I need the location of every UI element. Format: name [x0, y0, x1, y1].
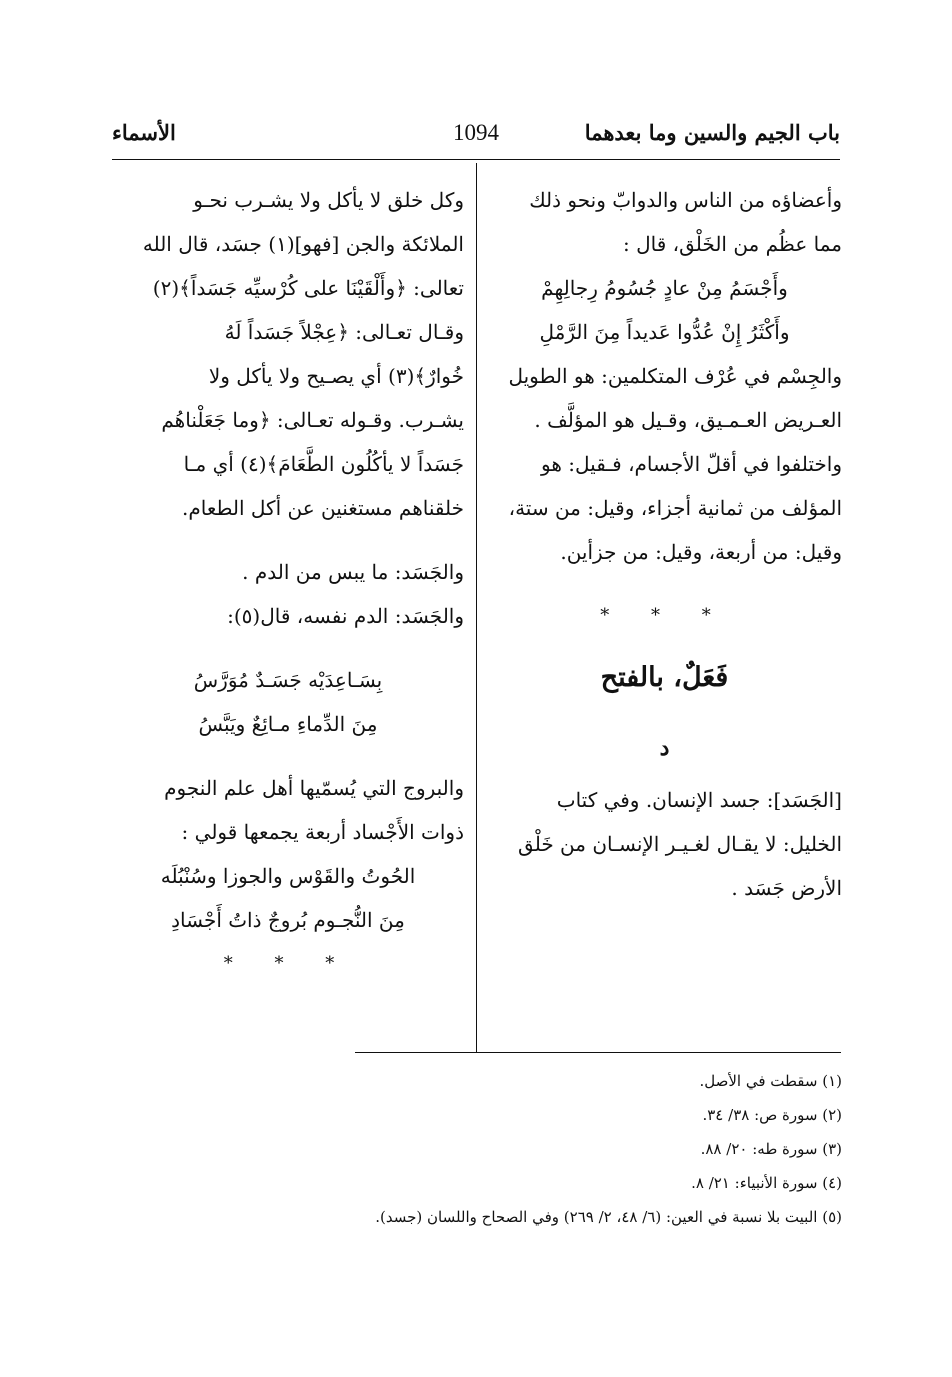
- entry-line: الأرض جَسَد .: [731, 876, 842, 900]
- verse-line: مِنَ الدِّماءِ مـائِعٌ ويَبَّسُ: [198, 712, 378, 736]
- text-line: ذوات الأَجْساد أربعة يجمعها قولي :: [181, 820, 464, 844]
- footnotes: [222, 1064, 842, 1234]
- text-line: والبروج التي يُسمّيها أهل علم النجوم: [164, 776, 464, 800]
- text-line: خلقناهم مستغنين عن أكل الطعام.: [182, 496, 464, 520]
- text-line: يشـرب. وقـوله تعـالى: ﴿وما جَعَلْناهُم: [161, 408, 464, 432]
- section-separator: * * *: [600, 605, 729, 626]
- verse-line: وأَكْثَرُ إِنْ عُدُّوا عَديداً مِنَ الرَّمْلِ: [539, 320, 790, 344]
- footnote: (٥) البيت بلا نسبة في العين: (٦/ ٤٨، ٢/ ٢٦٩) وفي الصحاح واللسان (جسد).: [375, 1208, 842, 1226]
- footnote: (٢) سورة ص: ٣٨/ ٣٤.: [702, 1106, 842, 1124]
- section-separator: * * *: [223, 953, 353, 974]
- verse-line: مِنَ النُّجـوم بُروجٌ ذاتُ أَجْسَادِ: [171, 908, 405, 932]
- text-line: المؤلف من ثمانية أجزاء، وقيل: من ستة،: [508, 496, 842, 520]
- definition-line: والجَسَد: ما يبس من الدم .: [242, 560, 464, 584]
- verse-line: بِسَـاعِدَيْه جَسَـدٌ مُوَرَّسُ: [193, 668, 383, 692]
- verse-line: وأَجْسَمُ مِنْ عادٍ جُسُومُ رِجالِهِمْ: [541, 276, 788, 300]
- text-line: وكل خلق لا يأكل ولا يشـرب نحـو: [193, 188, 464, 212]
- chapter-title: باب الجيم والسين وما بعدهما: [584, 120, 840, 145]
- text-line: وقيل: من أربعة، وقيل: من جزأين.: [560, 540, 842, 564]
- definition-line: والجَسَد: الدم نفسه، قال(٥):: [227, 604, 464, 628]
- text-line: تعالى: ﴿وأَلْقَيْنَا على كُرْسيِّه جَسَداً﴾(٢): [152, 276, 464, 300]
- right-column: [487, 178, 842, 910]
- footnote-rule: [355, 1052, 841, 1053]
- text-line: خُوارٌ﴾(٣) أي يصـيح ولا يأكل ولا: [208, 364, 464, 388]
- text-line: الملائكة والجن [فهو](١) جسَد، قال الله: [142, 232, 464, 256]
- page-number: 1094: [453, 120, 499, 145]
- footnote: (٤) سورة الأنبياء: ٢١/ ٨.: [691, 1174, 842, 1192]
- footnote: (١) سقطت في الأصل.: [699, 1072, 842, 1090]
- entry-line: [الجَسَد]: جسد الإنسان. وفي كتاب: [556, 788, 842, 812]
- column-divider: [476, 163, 477, 1053]
- left-column: [112, 178, 464, 986]
- text-line: مما عظُم من الخَلْق، قال :: [623, 232, 842, 256]
- text-line: جَسَداً لا يأكُلُون الطَّعَامَ﴾(٤) أي مـا: [183, 452, 464, 476]
- entry-line: الخليل: لا يقـال لغـيـر الإنسـان من خَلْق: [518, 832, 842, 856]
- text-line: واختلفوا في أقلّ الأجسام، فـقيل: هو: [541, 452, 842, 476]
- text-line: وقـال تعـالى: ﴿عِجْلاً جَسَداً لَهُ: [224, 320, 464, 344]
- text-line: وأعضاؤه من الناس والدوابّ ونحو ذلك: [529, 188, 842, 212]
- section-header: الأسماء: [112, 120, 176, 145]
- letter-heading: د: [659, 735, 670, 761]
- text-line: والجِسْم في عُرْف المتكلمين: هو الطويل: [508, 364, 842, 388]
- verse-line: الحُوتُ والقَوْس والجوزا وسُنْبُلَه: [160, 864, 416, 888]
- text-line: العـريض العـمـيق، وقـيل هو المؤلَّف .: [534, 408, 842, 432]
- header-rule: [112, 159, 840, 160]
- footnote: (٣) سورة طه: ٢٠/ ٨٨.: [700, 1140, 842, 1158]
- section-heading: فَعَلٌ، بالفتح: [600, 662, 729, 693]
